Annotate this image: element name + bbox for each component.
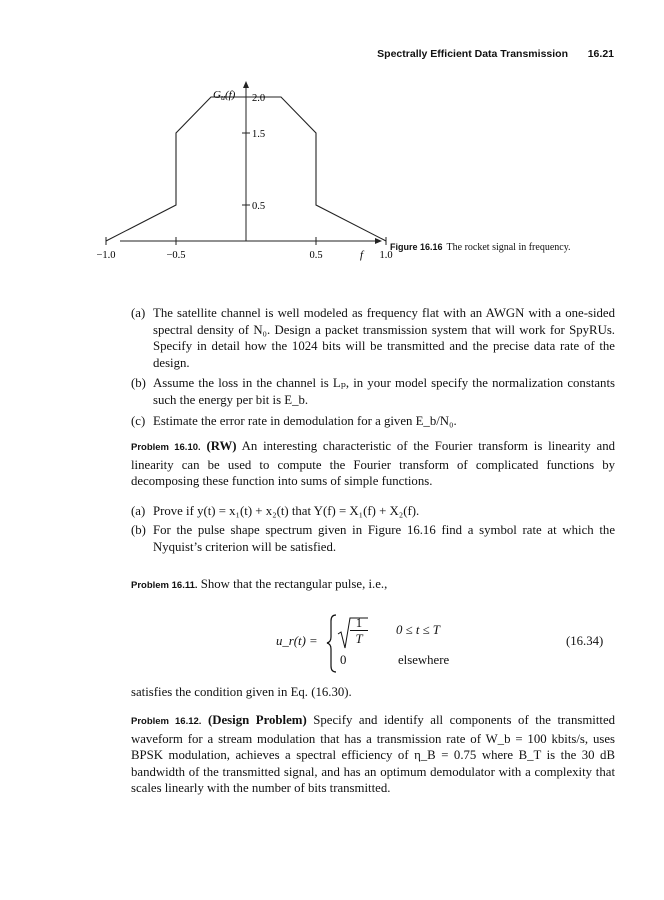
spectrum-figure — [96, 78, 393, 273]
header-title: Spectrally Efficient Data Transmission — [377, 48, 568, 60]
part-a-text: The satellite channel is well modeled as frequency flat with an AWGN with a one-sided spectral density of N₀. Design a packet transmission system that will work for SpyRUs. Specify in detail how the 1024 bits will be transmitted and the precise data rate of the design. — [153, 306, 615, 370]
p1610-part-a — [131, 503, 615, 520]
page-number: 16.21 — [587, 48, 614, 60]
problem-16-10-text: An interesting characteristic of the Fourier transform is linearity and linearity can be used to compute the Fourier transform of complicated functions by decomposing these function into sums of simple functions. — [131, 439, 616, 489]
part-a-tag: (a) — [131, 306, 146, 320]
frac-num: 1 — [350, 616, 368, 631]
problem-16-11 — [131, 576, 615, 595]
part-c-tag: (c) — [131, 414, 146, 428]
running-header — [0, 48, 664, 62]
frac-den: T — [355, 632, 363, 646]
y-tick-label: 1.5 — [252, 129, 266, 140]
y-tick-label: 0.5 — [252, 201, 266, 212]
figure-caption — [390, 242, 580, 253]
part-c — [131, 413, 615, 430]
part-a — [131, 305, 615, 371]
equation-lhs: u_r(t) = — [276, 634, 318, 648]
caption-label: Figure 16.16 — [390, 242, 443, 252]
x-tick-label: −0.5 — [166, 250, 186, 261]
x-tick-label: 1.0 — [379, 250, 393, 261]
x-tick-label: −1.0 — [96, 250, 116, 261]
y-tick-label: 2.0 — [252, 93, 266, 104]
equation-16-34 — [0, 610, 664, 674]
case2-condition: elsewhere — [398, 653, 450, 667]
part-b — [131, 375, 615, 408]
equation-number: (16.34) — [566, 634, 604, 648]
problem-16-10 — [131, 438, 615, 490]
caption-text: The rocket signal in frequency. — [446, 242, 571, 253]
problem-16-12 — [131, 712, 615, 797]
problem-16-10-label: Problem 16.10. — [131, 442, 201, 453]
problem-16-11-text: Show that the rectangular pulse, i.e., — [200, 577, 388, 591]
part-b-text: Assume the loss in the channel is Lₚ, in your model specify the normalization constants such the energy per bit is E_b. — [153, 376, 615, 407]
problem-16-12-text: Specify and identify all components of the transmitted waveform for a stream modulation that has a transmission rate of W_b = 100 kbits/s, uses BPSK modulation, achieves a spectral efficiency of η_B = 0.75 where B_T is the 30 dB bandwidth of the transmitted signal, and has an optimum demodulator with a complexity that scales linearly with the number of bits transmitted. — [131, 713, 616, 796]
part-b-tag: (b) — [131, 376, 146, 390]
problem-16-11-after: satisfies the condition given in Eq. (16.30). — [131, 685, 352, 699]
case2-value: 0 — [340, 653, 347, 667]
p1610-part-a-tag: (a) — [131, 504, 146, 518]
problem-16-12-tag: (Design Problem) — [207, 713, 307, 727]
part-c-text: Estimate the error rate in demodulation for a given E_b/N₀. — [153, 414, 457, 428]
problem-16-10-tag: (RW) — [206, 439, 237, 453]
p1610-part-b-text: For the pulse shape spectrum given in Figure 16.16 find a symbol rate at which the Nyquist’s criterion will be satisfied. — [153, 523, 615, 554]
left-brace — [327, 615, 336, 672]
p1610-part-b — [131, 522, 615, 555]
y-axis-arrow — [243, 81, 249, 88]
p1610-part-b-tag: (b) — [131, 523, 146, 537]
problem-16-12-label: Problem 16.12. — [131, 716, 202, 727]
x-tick-label: 0.5 — [309, 250, 323, 261]
x-axis-label: f — [360, 249, 364, 261]
y-axis-label: Gu(f) — [213, 89, 236, 102]
problem-16-11-label: Problem 16.11. — [131, 580, 198, 591]
p1610-part-a-text: Prove if y(t) = x₁(t) + x₂(t) that Y(f) = X₁(f) + X₂(f). — [153, 504, 420, 518]
case1-condition: 0 ≤ t ≤ T — [396, 623, 440, 637]
